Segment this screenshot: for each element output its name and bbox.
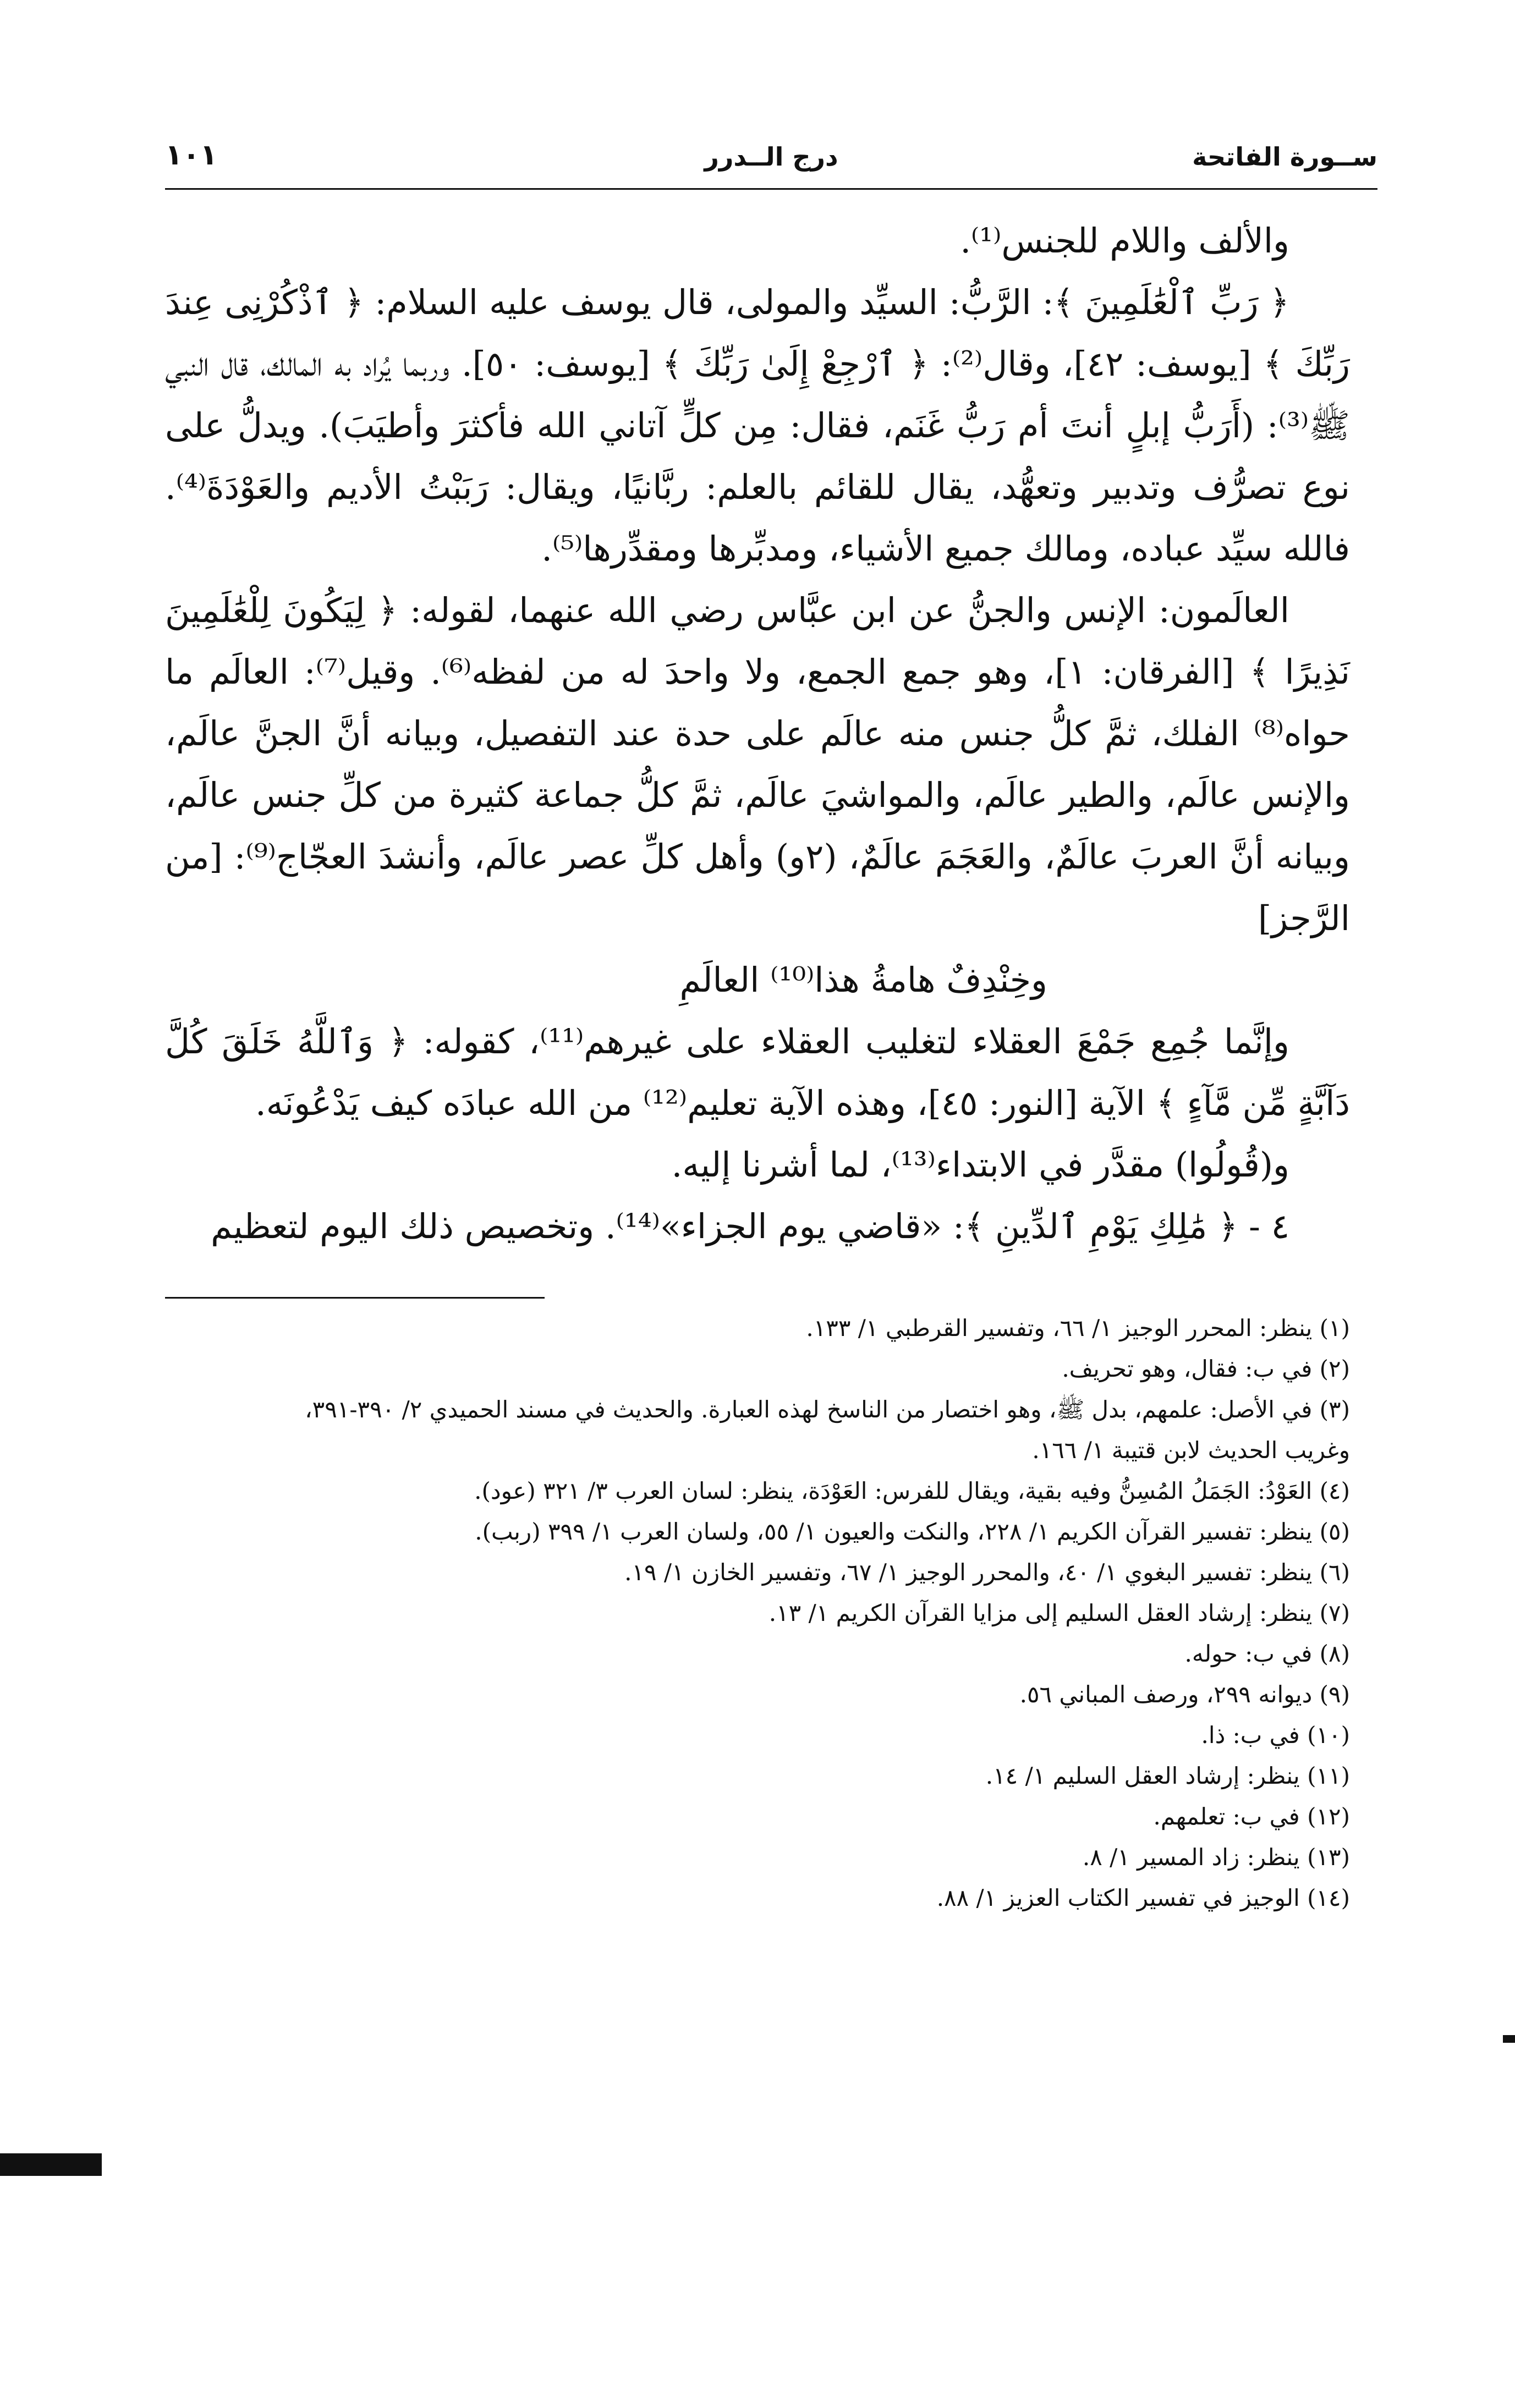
main-text [165, 210, 1350, 1266]
page-number: ١٠١ [165, 139, 218, 172]
paragraph-rabb: ﴿ رَبِّ ٱلْعَٰلَمِينَ ﴾: الرَّبُّ: السيِّد والمولى، قال يوسف عليه السلام: ﴿ ٱذْكُرْنِى عِندَ رَبِّكَ ﴾ [يوسف: ٤٢]، وقال⁽²⁾: ﴿ ٱرْجِعْ إِلَىٰ رَبِّكَ ﴾ [يوسف: ٥٠]. وربما يُراد به المالك، قال النبي ﷺ⁽³⁾: (أَرَبُّ إبلٍ أنتَ أم رَبُّ غَنَم، فقال: مِن كلٍّ آتاني الله فأكثرَ وأطيَبَ). ويدلُّ على نوع تصرُّف وتدبير وتعهُّد، يقال للقائم بالعلم: ربَّانيًا، ويقال: رَبَبْتُ الأديم والعَوْدَةَ⁽⁴⁾. فالله سيِّد عباده، ومالك جميع الأشياء، ومدبِّرها ومقدِّرها⁽⁵⁾. [165, 282, 1350, 569]
footnote-9: (٩) ديوانه ٢٩٩، ورصف المباني ٥٦. [1019, 1681, 1350, 1708]
scan-edge-mark-right [1503, 2035, 1515, 2043]
footnote-14: (١٤) الوجيز في تفسير الكتاب العزيز ١/ ٨٨. [936, 1884, 1350, 1911]
footnote-4: (٤) العَوْدُ: الجَمَلُ المُسِنُّ وفيه بقية، ويقال للفرس: العَوْدَة، ينظر: لسان العرب ٣/ ٣٢١ (عود). [474, 1477, 1350, 1504]
paragraph-1: والألف واللام للجنس⁽¹⁾. [960, 221, 1289, 261]
footnote-8: (٨) في ب: حوله. [1184, 1640, 1350, 1667]
footnote-7: (٧) ينظر: إرشاد العقل السليم إلى مزايا القرآن الكريم ١/ ١٣. [769, 1599, 1350, 1626]
footnotes [165, 1308, 1350, 2408]
footnote-5: (٥) ينظر: تفسير القرآن الكريم ١/ ٢٢٨، والنكت والعيون ١/ ٥٥، ولسان العرب ١/ ٣٩٩ (ربب). [475, 1518, 1350, 1545]
paragraph-alamun: العالَمون: الإنس والجنُّ عن ابن عبَّاس رضي الله عنهما، لقوله: ﴿ لِيَكُونَ لِلْعَٰلَمِينَ نَذِيرًا ﴾ [الفرقان: ١]، وهو جمع الجمع، ولا واحدَ له من لفظه⁽⁶⁾. وقيل⁽⁷⁾: العالَم ما حواه⁽⁸⁾ الفلك، ثمَّ كلُّ جنس منه عالَم على حدة عند التفصيل، وبيانه أنَّ الجنَّ عالَم، والإنس عالَم، والطير عالَم، والمواشيَ عالَم، ثمَّ كلُّ جماعة كثيرة من كلِّ جنس عالَم، وبيانه أنَّ العربَ عالَمٌ، والعَجَمَ عالَمٌ، (٢و) وأهل كلِّ عصر عالَم، وأنشدَ العجّاج⁽⁹⁾: [من الرَّجز] [165, 590, 1351, 938]
book-title: درج الــدرر [704, 142, 838, 172]
footnote-12: (١٢) في ب: تعلمهم. [1153, 1803, 1350, 1830]
header-rule [165, 188, 1377, 190]
footnote-6: (٦) ينظر: تفسير البغوي ١/ ٤٠، والمحرر الوجيز ١/ ٦٧، وتفسير الخازن ١/ ١٩. [624, 1559, 1350, 1586]
paragraph-qulu: و(قُولُوا) مقدَّر في الابتداء⁽¹³⁾، لما أشرنا إليه. [671, 1145, 1289, 1185]
footnote-11: (١١) ينظر: إرشاد العقل السليم ١/ ١٤. [985, 1762, 1350, 1789]
footnote-10: (١٠) في ب: ذا. [1201, 1722, 1350, 1749]
running-header [165, 139, 1377, 180]
footnote-2: (٢) في ب: فقال، وهو تحريف. [1062, 1355, 1350, 1382]
footnote-3: (٣) في الأصل: علمهم، بدل ﷺ، وهو اختصار من الناسخ لهذه العبارة. والحديث في مسند الحميدي ٢/ ٣٩٠-٣٩١، [305, 1396, 1350, 1423]
surah-title: ســورة الفاتحة [1192, 142, 1377, 172]
footnote-3-continued: وغريب الحديث لابن قتيبة ١/ ١٦٦. [1032, 1437, 1350, 1464]
footnote-1: (١) ينظر: المحرر الوجيز ١/ ٦٦، وتفسير القرطبي ١/ ١٣٣. [806, 1315, 1350, 1342]
footnote-rule [165, 1297, 545, 1299]
poetry-verse: وخِنْدِفٌ هامةُ هذا⁽¹⁰⁾ العالَمِ [679, 960, 1047, 1000]
paragraph-plural: وإنَّما جُمِع جَمْعَ العقلاء لتغليب العقلاء على غيرهم⁽¹¹⁾، كقوله: ﴿ وَٱللَّهُ خَلَقَ كُلَّ دَآبَّةٍ مِّن مَّآءٍ ﴾ الآية [النور: ٤٥]، وهذه الآية تعليم⁽¹²⁾ من الله عبادَه كيف يَدْعُونَه. [165, 1021, 1350, 1123]
paragraph-malik: ٤ - ﴿ مَٰلِكِ يَوْمِ ٱلدِّينِ ﴾: «قاضي يوم الجزاء»⁽¹⁴⁾. وتخصيص ذلك اليوم لتعظيم [211, 1206, 1289, 1246]
scan-edge-mark-bottom [0, 2153, 102, 2176]
footnote-13: (١٣) ينظر: زاد المسير ١/ ٨. [1082, 1844, 1350, 1871]
